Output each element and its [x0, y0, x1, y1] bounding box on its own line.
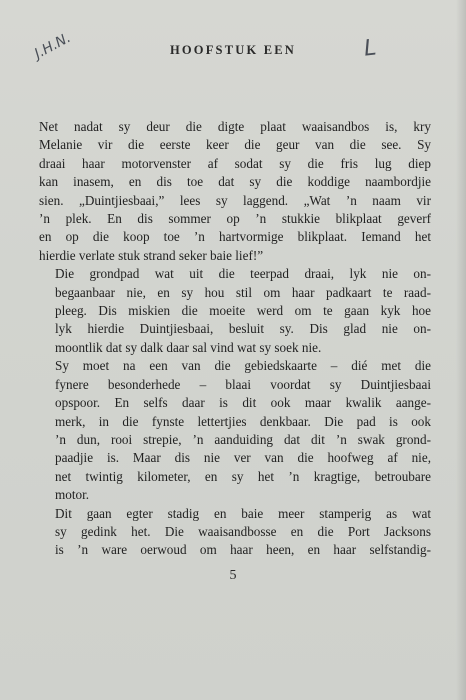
text-line: Die grondpad wat uit die teerpad draai, lyk nie on-	[55, 266, 431, 282]
text-line: merk, in die fynste lettertjies denkbaar. Die pad is ook	[55, 413, 431, 429]
text-line: paadjie is. Maar dis nie ver van die hoofweg af nie,	[55, 450, 431, 466]
text-line: lyk hierdie Duintjiesbaai, besluit sy. Dis glad nie on-	[55, 321, 431, 337]
text-line: draai haar motorvenster af sodat sy die fris lug diep	[39, 155, 431, 171]
text-line: fynere besonderhede – blaai voordat sy Duintjiesbaai	[55, 376, 431, 392]
text-line: ’n dun, rooi strepie, ’n aanduiding dat dit ’n swak grond-	[55, 431, 431, 447]
handwritten-letter: L	[362, 35, 378, 62]
text-line: hierdie verlate stuk strand seker baie lief!”	[39, 247, 264, 263]
text-line: opspoor. En selfs daar is dit ook maar kwalik aange-	[55, 395, 431, 411]
text-line: Sy moet na een van die gebiedskaarte – dié met die	[55, 358, 431, 374]
handwritten-initials: J.H.N.	[32, 29, 74, 63]
text-line: pleeg. Dis miskien die moeite werd om te gaan kyk hoe	[55, 303, 431, 319]
text-line: Net nadat sy deur die digte plaat waaisandbos is, kry	[39, 119, 431, 134]
text-line: sy gedink het. Die waaisandbosse en die Port Jacksons	[55, 523, 431, 539]
text-line: Melanie vir die eerste keer die geur van die see. Sy	[39, 137, 431, 153]
text-line: is ’n ware oerwoud om haar heen, en haar selfstandig-	[55, 542, 431, 558]
text-line: net twintig kilometer, en sy het ’n kragtige, betroubare	[55, 468, 431, 484]
chapter-title: HOOFSTUK EEN	[169, 43, 297, 57]
text-line: begaanbaar nie, en sy hou stil om haar padkaart te raad-	[55, 284, 431, 300]
text-line: motor.	[55, 487, 90, 503]
paragraph-4	[39, 505, 431, 560]
text-line: kan inasem, en dis toe dat sy die koddige naambordjie	[39, 174, 431, 190]
text-line: en op die koop toe ’n hartvormige blikplaat. Iemand het	[39, 229, 431, 245]
paragraph-1	[39, 118, 431, 265]
paragraph-3	[39, 357, 431, 504]
text-line: Dit gaan egter stadig en baie meer stamperig as wat	[55, 505, 431, 521]
paragraph-2	[39, 265, 431, 357]
page-number: 5	[229, 568, 237, 583]
text-line: moontlik dat sy dalk daar sal vind wat sy soek nie.	[55, 339, 322, 355]
chapter-body	[39, 118, 431, 560]
text-line: ’n plek. En dis sommer op ’n stukkie blikplaat geverf	[39, 211, 431, 227]
text-line: sien. „Duintjiesbaai,” lees sy laggend. „Wat ’n naam vir	[39, 192, 431, 208]
